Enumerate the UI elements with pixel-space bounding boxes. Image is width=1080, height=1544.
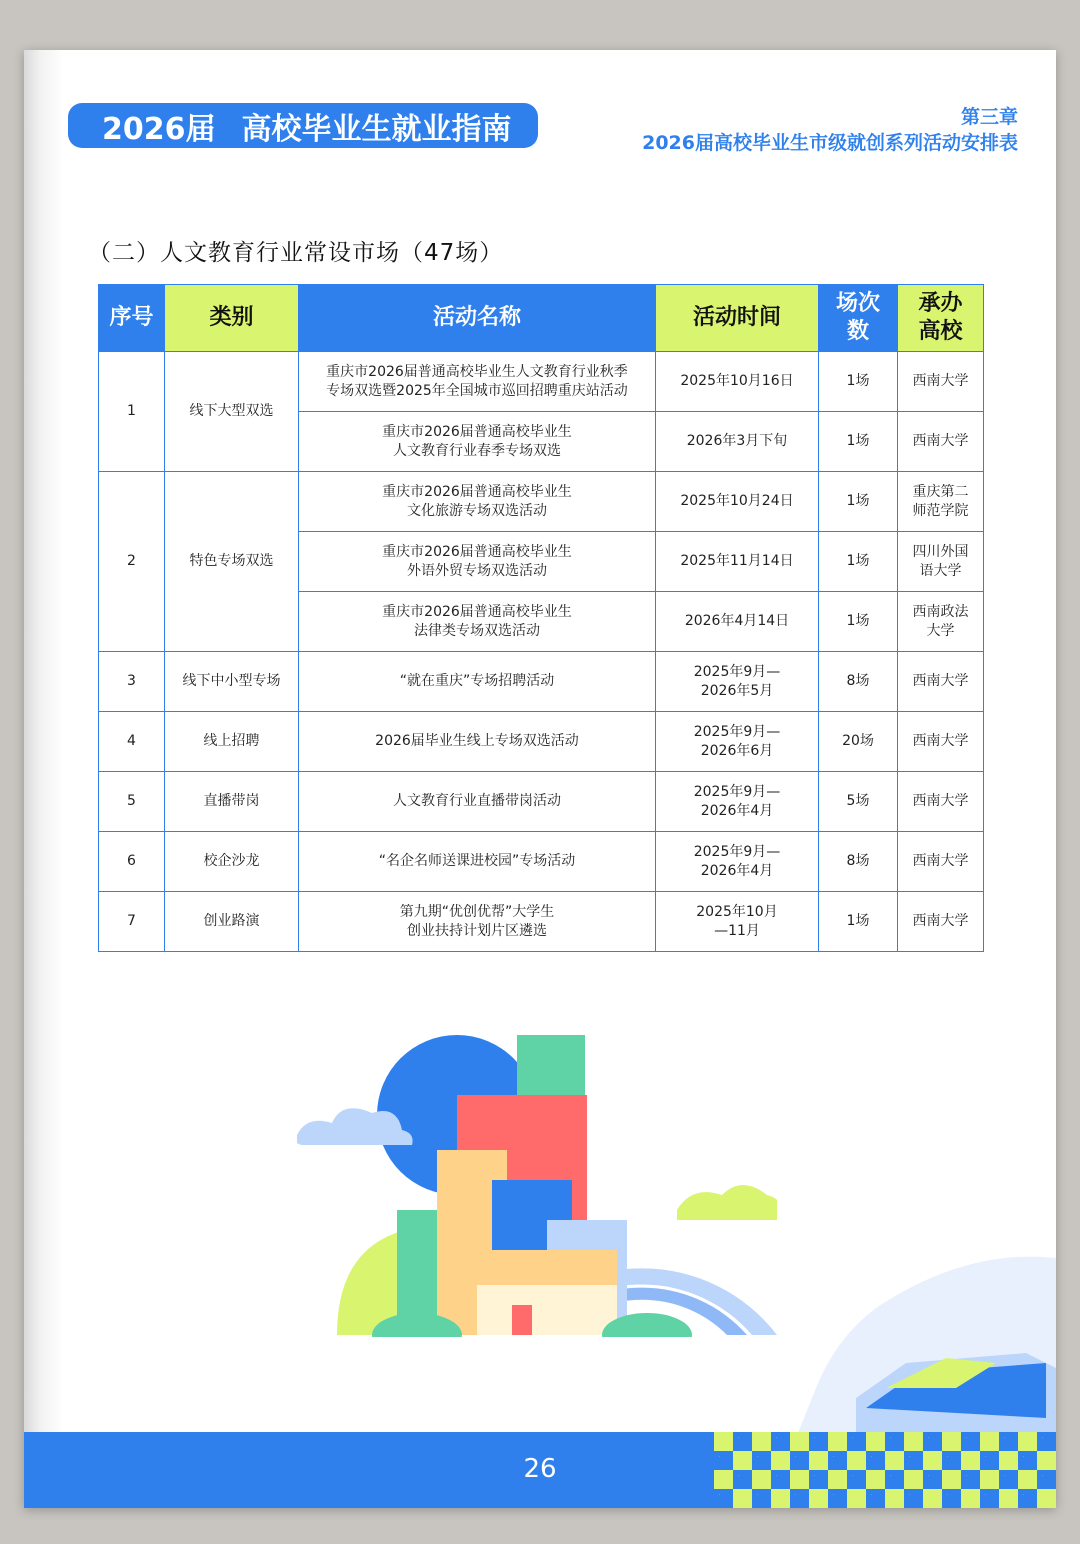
cell-host-university: 重庆第二 师范学院 xyxy=(898,472,984,532)
cell-session-count: 1场 xyxy=(819,412,898,472)
cell-activity-time: 2026年3月下旬 xyxy=(656,412,819,472)
cell-activity-name: 2026届毕业生线上专场双选活动 xyxy=(299,712,656,772)
activity-schedule-table xyxy=(98,284,984,952)
cell-category: 创业路演 xyxy=(165,892,299,952)
cell-session-count: 20场 xyxy=(819,712,898,772)
cell-activity-time: 2025年10月24日 xyxy=(656,472,819,532)
cell-seq: 3 xyxy=(99,652,165,712)
chapter-heading xyxy=(642,104,1018,156)
cell-host-university: 西南大学 xyxy=(898,652,984,712)
building-illustration xyxy=(297,1035,777,1337)
cell-activity-name: “就在重庆”专场招聘活动 xyxy=(299,652,656,712)
cell-host-university: 西南大学 xyxy=(898,832,984,892)
page-number: 26 xyxy=(523,1454,557,1484)
table-row xyxy=(99,892,984,952)
header-activity-time: 活动时间 xyxy=(656,285,819,352)
cell-category: 直播带岗 xyxy=(165,772,299,832)
stadium-decoration xyxy=(796,1248,1056,1438)
cell-activity-name: 重庆市2026届普通高校毕业生人文教育行业秋季 专场双选暨2025年全国城市巡回招聘重庆站活动 xyxy=(299,352,656,412)
checker-pattern xyxy=(714,1432,1056,1508)
cell-host-university: 西南大学 xyxy=(898,892,984,952)
guide-year: 2026届 xyxy=(102,111,216,147)
cell-activity-time: 2025年9月— 2026年5月 xyxy=(656,652,819,712)
cell-session-count: 1场 xyxy=(819,352,898,412)
cell-activity-time: 2025年9月— 2026年4月 xyxy=(656,772,819,832)
header-host-university: 承办 高校 xyxy=(898,285,984,352)
cell-session-count: 1场 xyxy=(819,532,898,592)
guide-title: 高校毕业生就业指南 xyxy=(241,111,512,147)
cell-host-university: 四川外国 语大学 xyxy=(898,532,984,592)
cell-activity-name: 人文教育行业直播带岗活动 xyxy=(299,772,656,832)
cell-activity-time: 2025年10月 —11月 xyxy=(656,892,819,952)
cell-seq: 5 xyxy=(99,772,165,832)
cell-activity-time: 2026年4月14日 xyxy=(656,592,819,652)
table-row xyxy=(99,712,984,772)
table-row xyxy=(99,472,984,532)
cell-activity-name: “名企名师送课进校园”专场活动 xyxy=(299,832,656,892)
cell-host-university: 西南大学 xyxy=(898,772,984,832)
header-activity-name: 活动名称 xyxy=(299,285,656,352)
cell-category: 线下大型双选 xyxy=(165,352,299,472)
header-session-count: 场次 数 xyxy=(819,285,898,352)
cell-activity-name: 重庆市2026届普通高校毕业生 法律类专场双选活动 xyxy=(299,592,656,652)
cell-category: 线上招聘 xyxy=(165,712,299,772)
table-row xyxy=(99,352,984,412)
cell-seq: 2 xyxy=(99,472,165,652)
cell-seq: 7 xyxy=(99,892,165,952)
cell-session-count: 5场 xyxy=(819,772,898,832)
cell-session-count: 1场 xyxy=(819,592,898,652)
cell-activity-time: 2025年11月14日 xyxy=(656,532,819,592)
cell-session-count: 1场 xyxy=(819,892,898,952)
cell-session-count: 8场 xyxy=(819,652,898,712)
page-spine-shadow xyxy=(24,50,64,1508)
table-row xyxy=(99,832,984,892)
cell-activity-time: 2025年10月16日 xyxy=(656,352,819,412)
cell-host-university: 西南大学 xyxy=(898,412,984,472)
cell-category: 特色专场双选 xyxy=(165,472,299,652)
chapter-title: 2026届高校毕业生市级就创系列活动安排表 xyxy=(642,132,1018,154)
cell-activity-name: 重庆市2026届普通高校毕业生 文化旅游专场双选活动 xyxy=(299,472,656,532)
cell-host-university: 西南政法 大学 xyxy=(898,592,984,652)
table-row xyxy=(99,772,984,832)
cell-seq: 6 xyxy=(99,832,165,892)
page-footer xyxy=(24,1432,1056,1508)
cell-seq: 4 xyxy=(99,712,165,772)
document-page xyxy=(24,50,1056,1508)
cell-activity-time: 2025年9月— 2026年4月 xyxy=(656,832,819,892)
table-row xyxy=(99,652,984,712)
chapter-number: 第三章 xyxy=(960,106,1018,128)
cell-seq: 1 xyxy=(99,352,165,472)
cell-session-count: 8场 xyxy=(819,832,898,892)
cell-activity-time: 2025年9月— 2026年6月 xyxy=(656,712,819,772)
cell-activity-name: 重庆市2026届普通高校毕业生 外语外贸专场双选活动 xyxy=(299,532,656,592)
cell-host-university: 西南大学 xyxy=(898,712,984,772)
cell-category: 线下中小型专场 xyxy=(165,652,299,712)
section-title: （二）人文教育行业常设市场（47场） xyxy=(88,240,504,266)
cell-activity-name: 重庆市2026届普通高校毕业生 人文教育行业春季专场双选 xyxy=(299,412,656,472)
cell-category: 校企沙龙 xyxy=(165,832,299,892)
cell-session-count: 1场 xyxy=(819,472,898,532)
table-header-row xyxy=(99,285,984,352)
header-category: 类别 xyxy=(165,285,299,352)
cell-activity-name: 第九期“优创优帮”大学生 创业扶持计划片区遴选 xyxy=(299,892,656,952)
guide-header-banner xyxy=(68,103,538,148)
cell-host-university: 西南大学 xyxy=(898,352,984,412)
header-seq: 序号 xyxy=(99,285,165,352)
